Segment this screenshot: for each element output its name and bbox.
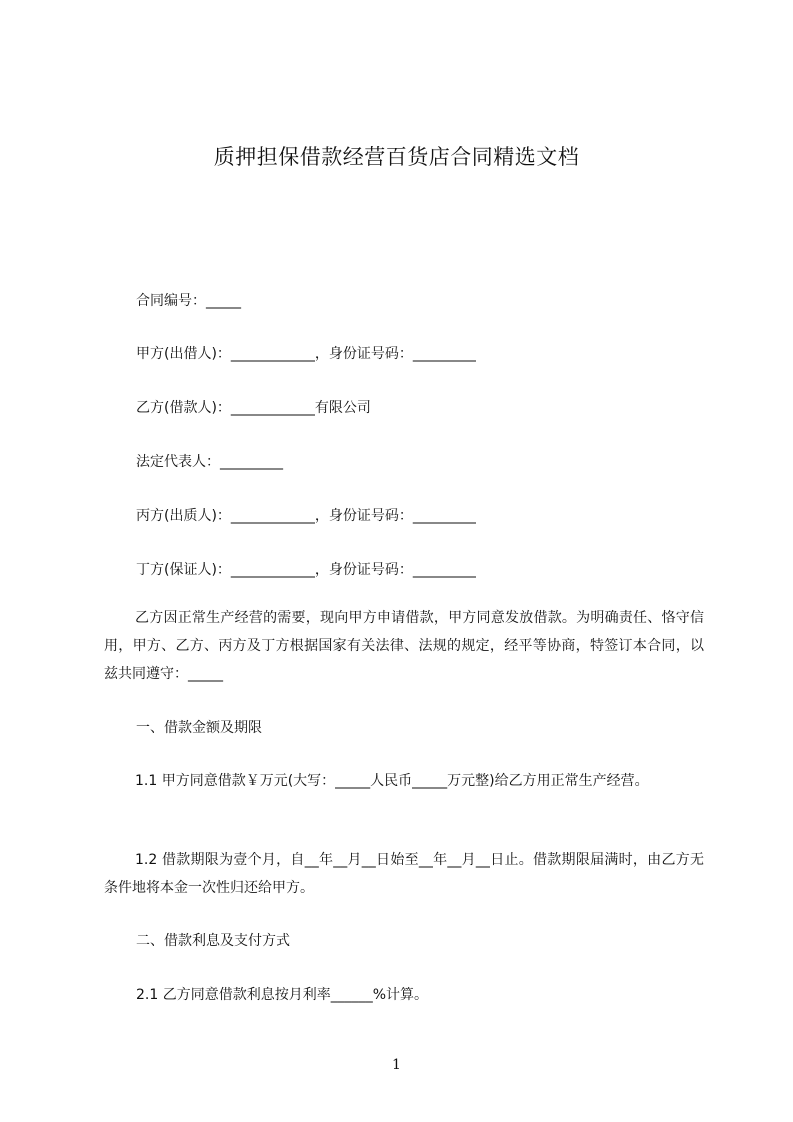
- party-b-line: 乙方(借款人)：____________有限公司: [136, 400, 371, 416]
- party-a-line: 甲方(出借人)：____________，身份证号码：_________: [136, 346, 476, 362]
- section-2-heading: 二、借款利息及支付方式: [136, 933, 290, 949]
- clause-1-1: 1.1 甲方同意借款￥万元(大写：_____人民币_____万元整)给乙方用正常生产经营。: [135, 773, 649, 789]
- legal-representative-line: 法定代表人：_________: [136, 454, 283, 470]
- party-c-line: 丙方(出质人)：____________，身份证号码：_________: [136, 508, 476, 524]
- intro-paragraph: 乙方因正常生产经营的需要，现向甲方申请借款，甲方同意发放借款。为明确责任、恪守信用，甲方、乙方、丙方及丁方根据国家有关法律、法规的规定，经平等协商，特签订本合同，以兹共同遵守：_____: [104, 610, 704, 682]
- clause-2-1: 2.1 乙方同意借款利息按月利率______%计算。: [136, 987, 429, 1003]
- section-1-heading: 一、借款金额及期限: [136, 720, 262, 736]
- page-number: 1: [392, 1057, 401, 1073]
- contract-number-line: 合同编号：_____: [136, 293, 241, 309]
- clause-1-2: 1.2 借款期限为壹个月，自__年__月__日始至__年__月__日止。借款期限届满时，由乙方无条件地将本金一次性归还给甲方。: [104, 852, 704, 896]
- party-d-line: 丁方(保证人)：____________，身份证号码：_________: [136, 562, 476, 578]
- document-title: 质押担保借款经营百货店合同精选文档: [213, 145, 580, 169]
